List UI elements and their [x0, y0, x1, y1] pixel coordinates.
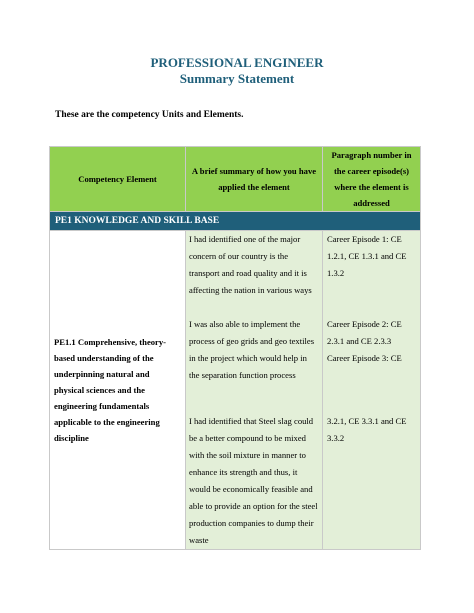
competency-element-cell: PE1.1 Comprehensive, theory-based understanding of the underpinning natural and physical sciences and the engineering fundamentals applicable to the engineering discipline — [50, 231, 186, 550]
document-title: PROFESSIONAL ENGINEER — [150, 55, 324, 70]
competency-table — [49, 146, 421, 550]
column-header-summary: A brief summary of how you have applied the element — [186, 147, 323, 212]
summary-paragraph: I had identified one of the major concern of our country is the transport and road quality and it is affecting the nation in various ways — [189, 234, 312, 295]
paragraph-reference: 3.2.1, CE 3.3.1 and CE 3.3.2 — [327, 416, 407, 443]
paragraph-reference: Career Episode 2: CE 2.3.1 and CE 2.3.3 Career Episode 3: CE — [327, 319, 402, 363]
document-subtitle: Summary Statement — [179, 71, 295, 86]
column-header-paragraph: Paragraph number in the career episode(s) where the element is addressed — [323, 147, 421, 212]
summary-paragraph: I had identified that Steel slag could be a better compound to be mixed with the soil mixture in manner to enhance its strength and thus, it would be economically feasible and able to provide an option for the steel production companies to dump their waste — [189, 416, 318, 545]
column-header-element: Competency Element — [50, 147, 186, 212]
section-title: PE1 KNOWLEDGE AND SKILL BASE — [50, 212, 421, 231]
intro-text: These are the competency Units and Elements. — [55, 110, 244, 120]
paragraph-reference: Career Episode 1: CE 1.2.1, CE 1.3.1 and CE 1.3.2 — [327, 234, 407, 278]
summary-paragraph: I was also able to implement the process of geo grids and geo textiles in the project which would help in the separation function process — [189, 319, 315, 380]
table-header-row — [50, 147, 421, 212]
paragraph-reference-cell — [323, 231, 421, 550]
table-row — [50, 231, 421, 550]
section-row — [50, 212, 421, 231]
summary-cell — [186, 231, 323, 550]
